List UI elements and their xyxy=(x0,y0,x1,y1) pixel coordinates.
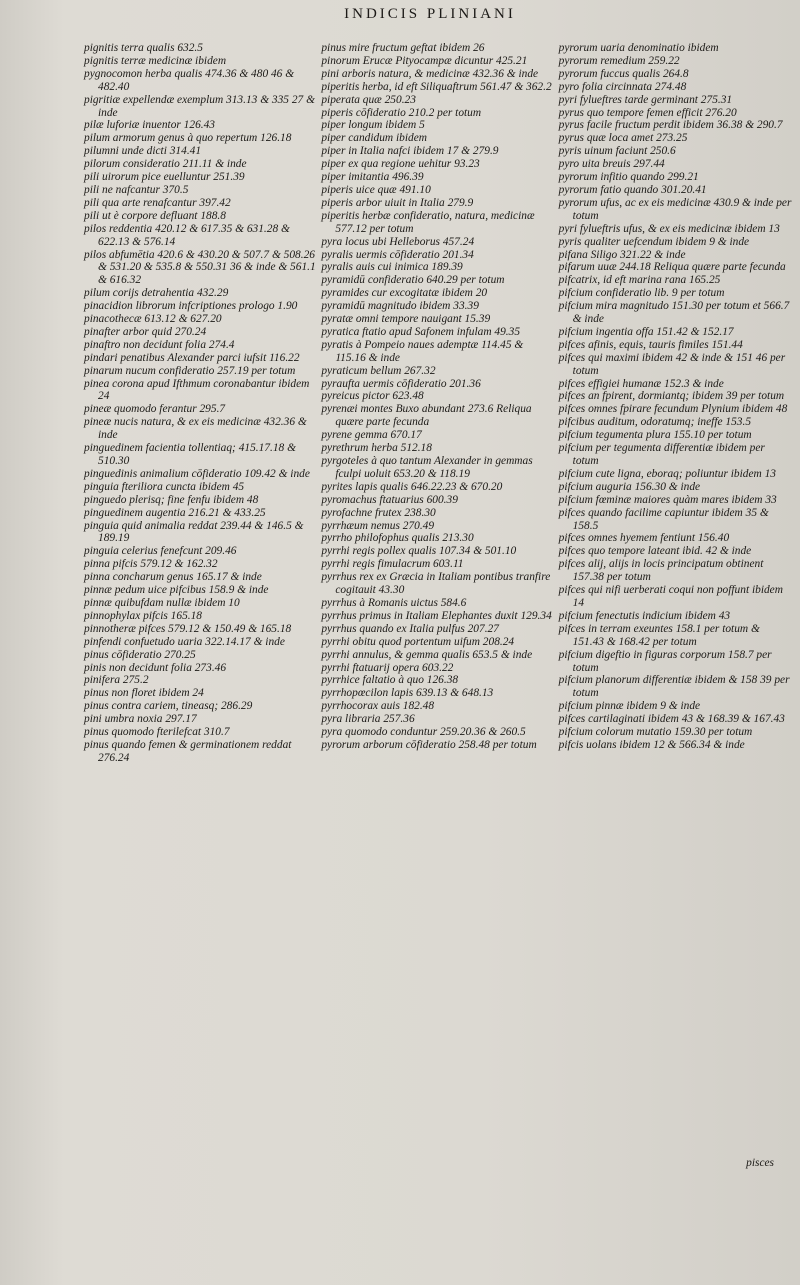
index-entry: pinguedinem facientia tollentiaq; 415.17.18 & 510.30 xyxy=(84,442,296,467)
index-entry: pyrrhus quando ex Italia pulfus 207.27 xyxy=(321,622,499,635)
catchword: pisces xyxy=(746,1157,774,1169)
index-entry: pyratæ omni tempore nauigant 15.39 xyxy=(321,313,491,326)
index-entry: pyrrhus à Romanis uictus 584.6 xyxy=(321,596,467,609)
index-entry: piperis uice quæ 491.10 xyxy=(321,183,431,196)
index-entry: pinus cōfideratio 270.25 xyxy=(84,648,196,661)
index-entry: pyrorum arborum cōfideratio 258.48 per totum xyxy=(321,738,537,751)
index-entry: piper ex qua regione uehitur 93.23 xyxy=(321,158,480,171)
running-head-text: INDICIS PLINIANI xyxy=(344,6,516,22)
index-entry: pilos abfumētia 420.6 & 430.20 & 507.7 & 508.26 & 531.20 & 535.8 & 550.31 36 & inde & 561.1 & 616.32 xyxy=(84,248,316,287)
index-entry: pifcis uolans ibidem 12 & 566.34 & inde xyxy=(558,738,745,751)
index-entry: piperis arbor uiuit in Italia 279.9 xyxy=(321,196,474,209)
index-column-1 xyxy=(84,42,317,765)
index-entry: pyramides cur excogitatæ ibidem 20 xyxy=(321,287,488,300)
index-entry: pyrorum ufus, ac ex eis medicinæ 430.9 & inde per totum xyxy=(558,196,792,222)
index-entry: pifcium confideratio lib. 9 per totum xyxy=(558,287,725,300)
index-entry: pyreicus pictor 623.48 xyxy=(321,390,424,403)
index-entry: pinnophylax pifcis 165.18 xyxy=(84,609,203,622)
index-entry: piperitis herba, id eft Siliquaftrum 561.47 & 362.2 xyxy=(321,80,552,93)
index-entry: pignitis terra qualis 632.5 xyxy=(84,42,203,54)
index-entry: pinus quando femen & germinationem reddat 276.24 xyxy=(84,738,292,764)
index-entry: pilum corijs detrahentia 432.29 xyxy=(84,287,229,300)
index-entry: pifcium tegumenta plura 155.10 per totum xyxy=(558,429,752,442)
index-entry: pinnotheræ pifces 579.12 & 150.49 & 165.18 xyxy=(84,622,292,635)
index-columns xyxy=(84,42,792,765)
index-entry: pifces cartilaginati ibidem 43 & 168.39 & 167.43 xyxy=(558,713,785,726)
index-entry: pyralis auis cui inimica 189.39 xyxy=(321,261,463,274)
index-entry: pilæ luforiæ inuentor 126.43 xyxy=(84,119,216,132)
index-entry: pyramidū magnitudo ibidem 33.39 xyxy=(321,300,479,313)
index-entry: pyrrhocorax auis 182.48 xyxy=(321,700,435,713)
index-entry: pyromachus ftatuarius 600.39 xyxy=(321,493,458,506)
index-entry: pinguedinem augentia 216.21 & 433.25 xyxy=(84,506,266,519)
index-entry: pyrorum infitio quando 299.21 xyxy=(558,171,699,184)
index-entry: pyrrhi regis fimulacrum 603.11 xyxy=(321,558,464,571)
index-entry: pifcium fenectutis indicium ibidem 43 xyxy=(558,609,731,622)
index-entry: pinacidion librorum infcriptiones prologo 1.90 xyxy=(84,300,298,313)
index-entry: pyrorum uaria denominatio ibidem xyxy=(558,42,719,54)
index-entry: pifces quando facilime capiuntur ibidem 35 & 158.5 xyxy=(558,506,769,532)
index-entry: pyrrhi annulus, & gemma qualis 653.5 & inde xyxy=(321,648,533,661)
index-entry: pifcatrix, id eft marina rana 165.25 xyxy=(558,274,721,287)
index-entry: piper longum ibidem 5 xyxy=(321,119,425,132)
index-entry: pili qua arte renafcantur 397.42 xyxy=(84,196,231,209)
index-column-2 xyxy=(321,42,554,765)
index-entry: pifcium fœminæ maiores quàm mares ibidem 33 xyxy=(558,493,777,506)
index-entry: pili uirorum pice euelluntur 251.39 xyxy=(84,171,245,184)
index-entry: piperis cōfideratio 210.2 per totum xyxy=(321,106,482,119)
index-entry: pifcium pinnæ ibidem 9 & inde xyxy=(558,700,701,713)
index-entry: piper candidum ibidem xyxy=(321,132,427,145)
index-entry: pinarum nucum confideratio 257.19 per totum xyxy=(84,364,296,377)
index-entry: piper in Italia nafci ibidem 17 & 279.9 xyxy=(321,145,499,158)
index-entry: pignitis terræ medicinæ ibidem xyxy=(84,54,227,67)
index-entry: pyrrhæum nemus 270.49 xyxy=(321,519,435,532)
index-entry: pinea corona apud Ifthmum coronabantur ibidem 24 xyxy=(84,377,310,403)
index-entry: pyrites lapis qualis 646.22.23 & 670.20 xyxy=(321,480,503,493)
index-entry: pifcium cute ligna, eboraq; poliuntur ibidem 13 xyxy=(558,467,777,480)
index-entry: pifcium mira magnitudo 151.30 per totum et 566.7 & inde xyxy=(558,300,790,326)
index-entry: pinna concharum genus 165.17 & inde xyxy=(84,571,262,584)
index-entry: pyratis à Pompeio naues ademptæ 114.45 & 115.16 & inde xyxy=(321,338,524,364)
index-entry: pyri fylueftres tarde germinant 275.31 xyxy=(558,93,733,106)
index-entry: pifces an fpirent, dormiantq; ibidem 39 per totum xyxy=(558,390,785,403)
index-entry: pifcium colorum mutatio 159.30 per totum xyxy=(558,726,753,739)
index-entry: pinnæ pedum uice pifcibus 158.9 & inde xyxy=(84,584,269,597)
index-entry: pyri fylueftris ufus, & ex eis medicinæ ibidem 13 xyxy=(558,222,780,235)
index-entry: pigritiæ expellendæ exemplum 313.13 & 335 27 & inde xyxy=(84,93,315,119)
index-entry: pilos reddentia 420.12 & 617.35 & 631.28 & 622.13 & 576.14 xyxy=(84,222,290,248)
index-entry: pyris uinum faciunt 250.6 xyxy=(558,145,676,158)
index-entry: pyra locus ubi Helleborus 457.24 xyxy=(321,235,475,248)
index-entry: pifarum uuæ 244.18 Reliqua quære parte fecunda xyxy=(558,261,786,274)
index-entry: pyrgoteles à quo tantum Alexander in gemmas fculpi uoluit 653.20 & 118.19 xyxy=(321,455,533,480)
index-entry: pini umbra noxia 297.17 xyxy=(84,713,197,726)
index-entry: pini arboris natura, & medicinæ 432.36 & inde xyxy=(321,67,539,80)
index-entry: pindari penatibus Alexander parci iufsit 116.22 xyxy=(84,351,300,364)
index-entry: pinis non decidunt folia 273.46 xyxy=(84,661,227,674)
index-entry: pifces qui maximi ibidem 42 & inde & 151 46 per totum xyxy=(558,351,786,377)
index-entry: piperitis herbæ confideratio, natura, medicinæ 577.12 per totum xyxy=(321,209,535,235)
index-entry: pyrrhi regis pollex qualis 107.34 & 501.10 xyxy=(321,545,517,558)
index-entry: pinorum Erucæ Pityocampæ dicuntur 425.21 xyxy=(321,54,528,67)
index-entry: pili ut è corpore defluant 188.8 xyxy=(84,209,226,222)
index-entry: pyrrhus rex ex Græcia in Italiam pontibus tranfire cogitauit 43.30 xyxy=(321,571,551,597)
index-entry: pyrorum remedium 259.22 xyxy=(558,54,680,67)
index-entry: pyrenæi montes Buxo abundant 273.6 Reliqua quære parte fecunda xyxy=(321,403,532,429)
index-entry: pilum armorum genus à quo repertum 126.18 xyxy=(84,132,292,145)
index-entry: pifces in terram exeuntes 158.1 per totum & 151.43 & 168.42 per totum xyxy=(558,622,760,648)
index-entry: pyrrhi obitu quod portentum uifum 208.24 xyxy=(321,635,515,648)
index-entry: pinus quomodo fterilefcat 310.7 xyxy=(84,726,230,739)
index-entry: pyrrhi ftatuarij opera 603.22 xyxy=(321,661,454,674)
index-entry: pinafter arbor quid 270.24 xyxy=(84,325,207,338)
index-entry: pifces effigiei humanæ 152.3 & inde xyxy=(558,377,724,390)
index-entry: pifcium per tegumenta differentiæ ibidem per totum xyxy=(558,442,765,467)
index-entry: pifana Siligo 321.22 & inde xyxy=(558,248,686,261)
index-entry: pifces alij, alijs in locis principatum obtinent 157.38 per totum xyxy=(558,558,764,584)
index-entry: pinfendi confuetudo uaria 322.14.17 & inde xyxy=(84,635,285,648)
index-entry: pyrrhopœcilon lapis 639.13 & 648.13 xyxy=(321,687,494,700)
index-entry: pyris qualiter uefcendum ibidem 9 & inde xyxy=(558,235,750,248)
index-entry: pyro folia circinnata 274.48 xyxy=(558,80,687,93)
index-entry: pyro uita breuis 297.44 xyxy=(558,158,665,171)
index-entry: pinacothecæ 613.12 & 627.20 xyxy=(84,313,222,326)
index-entry: pyrethrum herba 512.18 xyxy=(321,442,432,455)
index-entry: pinaftro non decidunt folia 274.4 xyxy=(84,338,235,351)
index-entry: pinguia celerius fenefcunt 209.46 xyxy=(84,545,237,558)
index-entry: pineæ nucis natura, & ex eis medicinæ 432.36 & inde xyxy=(84,416,307,442)
index-entry: pilumni unde dicti 314.41 xyxy=(84,145,202,158)
index-entry: pifces omnes hyemem fentiunt 156.40 xyxy=(558,532,730,545)
index-entry: pyrorum fatio quando 301.20.41 xyxy=(558,183,707,196)
index-entry: pinus mire fructum geftat ibidem 26 xyxy=(321,42,485,54)
index-entry: pinus contra cariem, tineasq; 286.29 xyxy=(84,700,253,713)
index-entry: pyraticum bellum 267.32 xyxy=(321,364,436,377)
index-entry: pyratica ftatio apud Safonem infulam 49.35 xyxy=(321,325,521,338)
index-entry: pyralis uermis cōfideratio 201.34 xyxy=(321,248,474,261)
index-entry: pifcibus auditum, odoratumq; ineffe 153.5 xyxy=(558,416,752,429)
index-entry: pyrrhice faltatio à quo 126.38 xyxy=(321,674,459,687)
index-entry: piperata quæ 250.23 xyxy=(321,93,416,106)
index-entry: pifces afinis, equis, tauris fimiles 151.44 xyxy=(558,338,743,351)
index-column-3 xyxy=(559,42,792,765)
index-entry: pyrene gemma 670.17 xyxy=(321,429,422,442)
index-entry: pyrus quæ loca amet 273.25 xyxy=(558,132,688,145)
index-entry: pinguia quid animalia reddat 239.44 & 146.5 & 189.19 xyxy=(84,519,304,545)
index-entry: pinus non floret ibidem 24 xyxy=(84,687,204,700)
index-entry: pyrrhus primus in Italiam Elephantes duxit 129.34 xyxy=(321,609,552,622)
index-entry: pinguedo plerisq; fine fenfu ibidem 48 xyxy=(84,493,259,506)
index-entry: pili ne nafcantur 370.5 xyxy=(84,183,189,196)
index-entry: pyra libraria 257.36 xyxy=(321,713,415,726)
index-entry: pinguia fteriliora cuncta ibidem 45 xyxy=(84,480,245,493)
index-entry: pyramidū confideratio 640.29 per totum xyxy=(321,274,505,287)
index-entry: pifcium auguria 156.30 & inde xyxy=(558,480,701,493)
index-entry: pilorum consideratio 211.11 & inde xyxy=(84,158,247,171)
index-entry: pyrus quo tempore femen efficit 276.20 xyxy=(558,106,737,119)
index-entry: pineæ quomodo ferantur 295.7 xyxy=(84,403,226,416)
index-entry: pinguedinis animalium cōfideratio 109.42 & inde xyxy=(84,467,310,480)
index-entry: pyrofachne frutex 238.30 xyxy=(321,506,436,519)
running-head xyxy=(0,6,800,23)
index-entry: pygnocomon herba qualis 474.36 & 480 46 & 482.40 xyxy=(84,67,295,93)
index-entry: pinifera 275.2 xyxy=(84,674,149,687)
index-entry: pifces quo tempore lateant ibid. 42 & inde xyxy=(558,545,752,558)
index-entry: pyrorum fuccus qualis 264.8 xyxy=(558,67,689,80)
index-entry: pifcium ingentia offa 151.42 & 152.17 xyxy=(558,325,734,338)
index-entry: piper imitantia 496.39 xyxy=(321,171,424,184)
index-entry: pinnæ quibufdam nullæ ibidem 10 xyxy=(84,596,240,609)
index-entry: pifcium digeftio in figuras corporum 158.7 per totum xyxy=(558,648,772,674)
index-entry: pyraufta uermis cōfideratio 201.36 xyxy=(321,377,481,390)
index-entry: pyra quomodo conduntur 259.20.36 & 260.5 xyxy=(321,726,526,739)
index-entry: pifces omnes fpirare fecundum Plynium ibidem 48 xyxy=(558,403,788,416)
index-entry: pyrrho philofophus qualis 213.30 xyxy=(321,532,474,545)
index-entry: pifcium planorum differentiæ ibidem & 158 39 per totum xyxy=(558,674,790,700)
index-entry: pinna pifcis 579.12 & 162.32 xyxy=(84,558,218,571)
index-entry: pyrus facile fructum perdit ibidem 36.38 & 290.7 xyxy=(558,119,783,132)
index-entry: pifces qui nifi uerberati coqui non poffunt ibidem 14 xyxy=(558,584,783,609)
